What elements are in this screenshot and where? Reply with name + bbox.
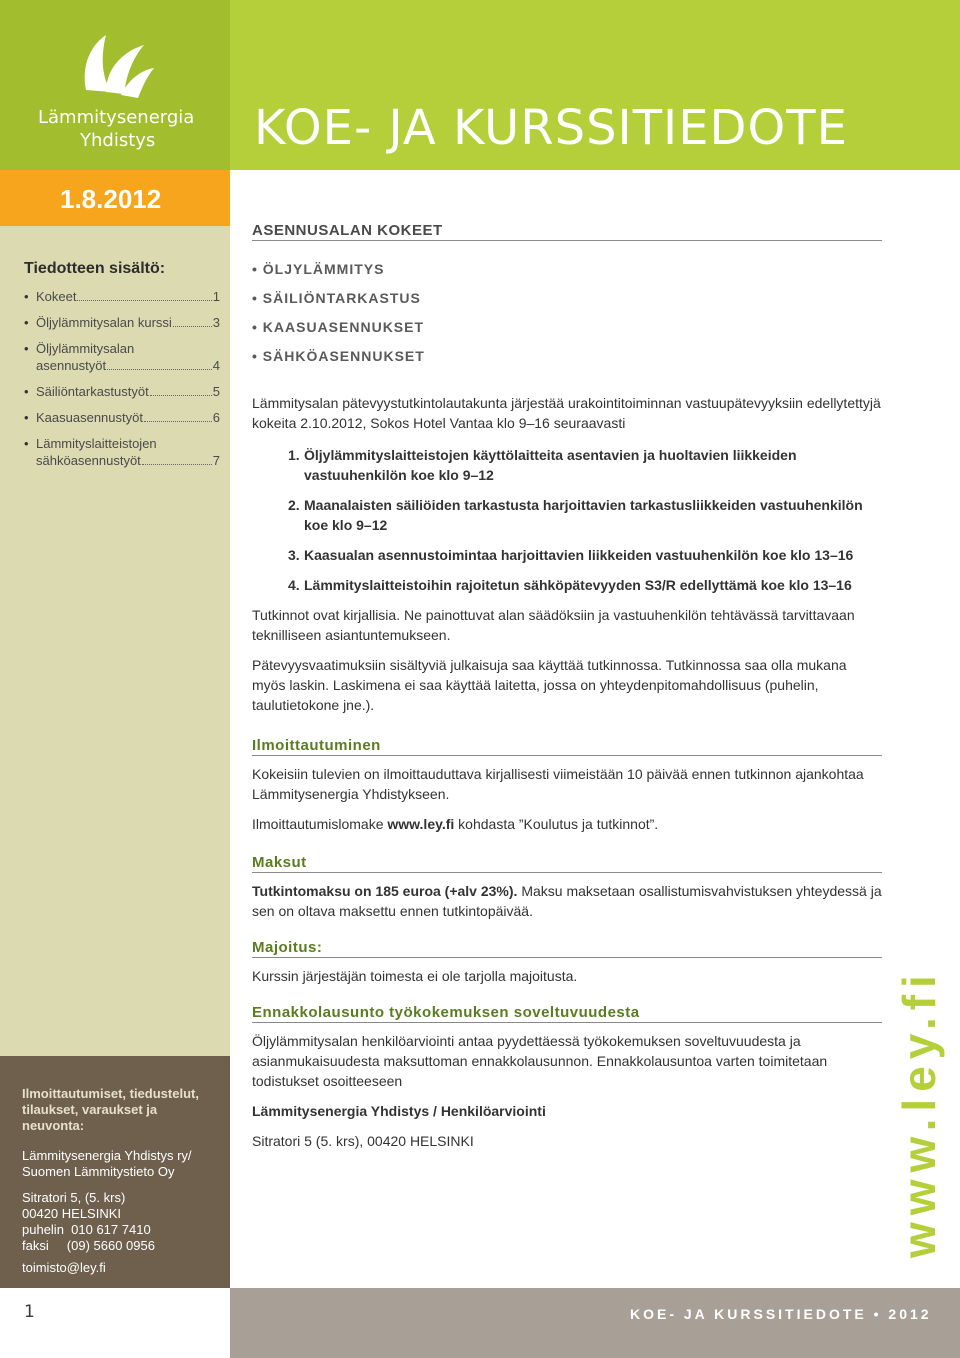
registration-text: Kokeisiin tulevien on ilmoittauduttava kirjallisesti viimeistään 10 päivää ennen tutkinnon ajankohtaa Lämmitysenergia Yhdistykseen. (252, 766, 864, 802)
contact-address-line: Sitratori 5, (5. krs) (22, 1190, 126, 1205)
exam-item (252, 445, 882, 485)
footer-left-panel (0, 1288, 230, 1358)
toc-item-label: • Lämmityslaitteistojen (36, 436, 157, 451)
issue-date: 1.8.2012 (60, 184, 162, 214)
exam-number: 2. (288, 497, 300, 513)
contact-heading: Ilmoittautumiset, tiedustelut, tilaukset, varaukset ja neuvonta: (22, 1086, 199, 1133)
toc-item-page: 5 (212, 384, 220, 399)
fee-text (252, 881, 882, 921)
exam-number: 1. (288, 447, 300, 463)
registration-form-text (252, 814, 882, 834)
toc-item-label-cont: asennustyöt (36, 358, 107, 373)
exam-number: 4. (288, 577, 300, 593)
registration-form-link[interactable]: www.ley.fi (387, 816, 455, 832)
contact-address-line: 00420 HELSINKI (22, 1206, 122, 1221)
exam-text: Lämmityslaitteistoihin rajoitetun sähköpätevyyden S3/R edellyttämä koe klo 13–16 (304, 577, 852, 593)
toc-item-page: 1 (212, 289, 220, 304)
toc-item-label: • Säiliöntarkastustyöt (36, 384, 149, 399)
toc-leader (77, 300, 211, 301)
toc-item[interactable] (24, 409, 220, 426)
logo-line1: Lämmitysenergia (38, 107, 195, 128)
toc-item-page: 4 (212, 358, 220, 373)
contact-fax: faksi (09) 5660 0956 (22, 1238, 155, 1253)
logo-line2: Yhdistys (80, 130, 156, 151)
toc-item-label: • Kaasuasennustyöt (36, 410, 143, 425)
toc-item[interactable] (24, 314, 220, 331)
exam-item (252, 545, 882, 565)
preliminary-address-org: Lämmitysenergia Yhdistys / Henkilöarviointi (252, 1103, 546, 1119)
contact-address (22, 1190, 222, 1222)
contact-phones (22, 1222, 222, 1254)
exam-number: 3. (288, 547, 300, 563)
toc-item-page: 7 (212, 453, 220, 468)
intro-paragraph: Lämmitysalan pätevyystutkintolautakunta järjestää urakointitoiminnan vastuupätevyyksiin edellytettyjä kokeita 2.10.2012, Sokos Hotel Vantaa klo 9–16 seuraavasti (252, 395, 881, 431)
toc-leader (150, 395, 212, 396)
exam-item (252, 575, 882, 595)
page-number: 1 (24, 1302, 35, 1322)
toc-leader (173, 326, 212, 327)
vertical-website-url: www.ley.fi (893, 968, 945, 1258)
leaf-logo-icon (76, 30, 156, 100)
main-content (252, 222, 882, 1151)
toc-title: Tiedotteen sisältö: (24, 260, 166, 277)
contact-organization: Lämmitysenergia Yhdistys ry/ Suomen Lämmitystieto Oy (22, 1148, 192, 1179)
toc-item-page: 6 (212, 410, 220, 425)
paragraph-written-exams: Tutkinnot ovat kirjallisia. Ne painottuvat alan säädöksiin ja vastuuhenkilön tehtävässä tarvittavaan teknilliseen asiantuntemukseen. (252, 607, 855, 643)
fee-amount: Tutkintomaksu on 185 euroa (+alv 23%). (252, 883, 518, 899)
preliminary-address-name (252, 1101, 882, 1121)
exam-list (252, 445, 882, 595)
toc-item-page: 3 (212, 315, 220, 330)
exam-text: Maanalaisten säiliöiden tarkastusta harjoittavien tarkastusliikkeiden vastuuhenkilön koe klo 9–12 (304, 497, 863, 533)
contact-phone: puhelin 010 617 7410 (22, 1222, 151, 1237)
exam-category-list (252, 255, 882, 371)
toc-item-label: • Öljylämmitysalan kurssi (36, 315, 172, 330)
paragraph-allowed-materials: Pätevyysvaatimuksiin sisältyviä julkaisuja saa käyttää tutkinnossa. Tutkinnossa saa olla mukana myös laskin. Laskimena ei saa käyttää laitetta, jossa on yhteydenpitomahdollisuus (puhelin, taulutietokone jne.). (252, 657, 847, 713)
toc-item-label-cont: sähköasennustyöt (36, 453, 141, 468)
lodging-text: Kurssin järjestäjän toimesta ei ole tarjolla majoitusta. (252, 968, 578, 984)
section-title-preliminary-statement: Ennakkolausunto työkokemuksen soveltuvuudesta (252, 1004, 882, 1023)
toc-item-label: • Öljylämmitysalan (36, 341, 135, 356)
preliminary-address: Sitratori 5 (5. krs), 00420 HELSINKI (252, 1133, 474, 1149)
footer-title: KOE- JA KURSSITIEDOTE • 2012 (630, 1306, 932, 1322)
toc-item[interactable] (24, 435, 220, 469)
logo-wordmark (38, 106, 194, 152)
exam-text: Öljylämmityslaitteistojen käyttölaitteita asentavien ja huoltavien liikkeiden vastuuhenkilön koe klo 9–12 (304, 447, 797, 483)
section-title-exams: ASENNUSALAN KOKEET (252, 222, 882, 241)
exam-category: • ÖLJYLÄMMITYS (252, 255, 882, 284)
exam-category: • SÄHKÖASENNUKSET (252, 342, 882, 371)
toc-item[interactable] (24, 340, 220, 374)
preliminary-statement-text: Öljylämmitysalan henkilöarviointi antaa pyydettäessä työkokemuksen soveltuvuudesta ja asianmukaisuudesta maksuttoman ennakkolausunnon. Ennakkolausuntoa varten toimitetaan todistukset osoitteeseen (252, 1033, 828, 1089)
section-title-fees: Maksut (252, 854, 882, 873)
exam-category: • SÄILIÖNTARKASTUS (252, 284, 882, 313)
exam-item (252, 495, 882, 535)
contact-info (22, 1086, 222, 1276)
registration-form-suffix: kohdasta ”Koulutus ja tutkinnot”. (454, 816, 659, 832)
table-of-contents (24, 288, 220, 478)
contact-email-link[interactable]: toimisto@ley.fi (22, 1260, 106, 1275)
toc-leader (144, 421, 212, 422)
toc-item[interactable] (24, 288, 220, 305)
toc-leader (107, 369, 212, 370)
page-title: KOE- JA KURSSITIEDOTE (254, 100, 848, 156)
toc-item-label: • Kokeet (36, 289, 77, 304)
exam-category: • KAASUASENNUKSET (252, 313, 882, 342)
registration-form-prefix: Ilmoittautumislomake (252, 816, 388, 832)
toc-leader (142, 464, 212, 465)
section-title-lodging: Majoitus: (252, 939, 882, 958)
fee-details: Maksu maksetaan osallistumisvahvistuksen yhteydessä ja sen on oltava maksettu ennen tutkintopäivää. (252, 883, 882, 919)
exam-text: Kaasualan asennustoimintaa harjoittavien liikkeiden vastuuhenkilön koe klo 13–16 (304, 547, 854, 563)
toc-item[interactable] (24, 383, 220, 400)
section-title-registration: Ilmoittautuminen (252, 737, 882, 756)
